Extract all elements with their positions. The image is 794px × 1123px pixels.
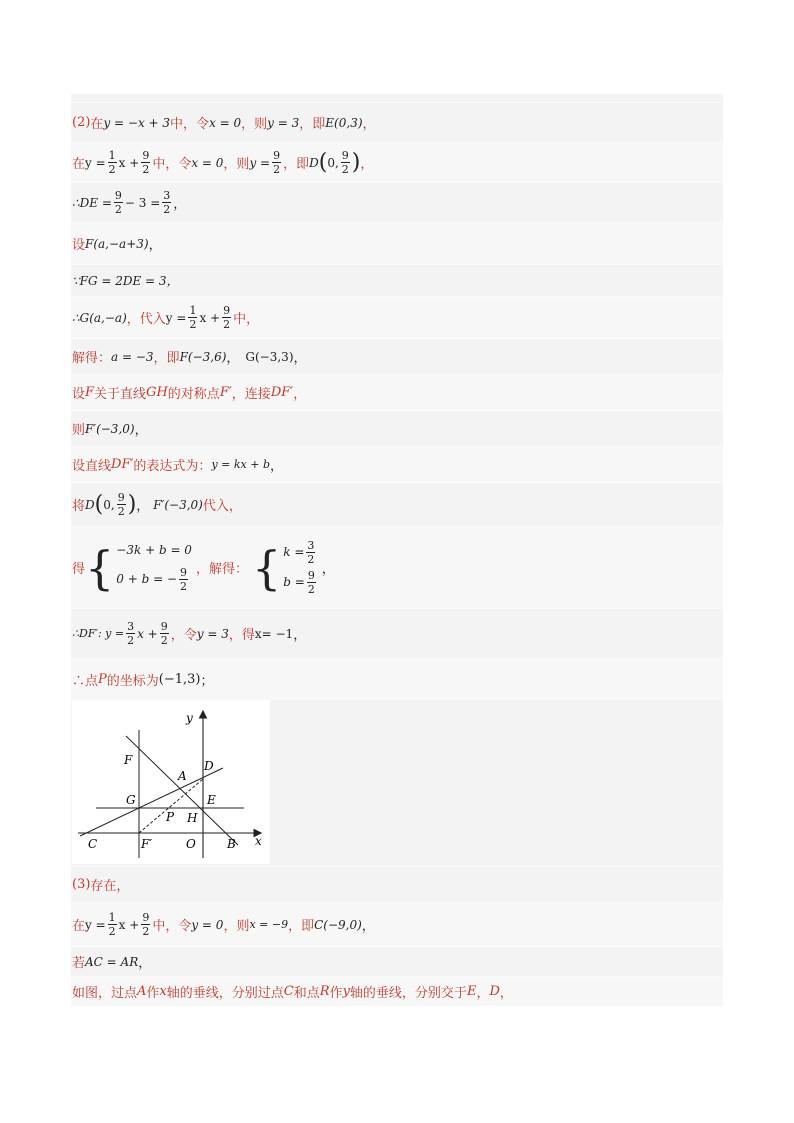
text: 中，令	[152, 919, 192, 934]
equation: a = −3	[111, 349, 154, 364]
text: 若	[72, 956, 86, 971]
text: ，解得：	[195, 562, 248, 577]
point: F′(−3,0)	[85, 421, 135, 436]
text: ，即	[153, 351, 180, 366]
text: ，	[136, 499, 150, 514]
text: ，	[499, 986, 513, 1001]
text: 在	[72, 157, 86, 172]
equation: ∵FG = 2DE = 3，	[72, 274, 179, 288]
point-label: E	[466, 984, 477, 999]
line-5	[71, 264, 723, 296]
text: 在	[90, 117, 104, 132]
equation: ∴DF′: y =	[72, 627, 125, 640]
line-13	[71, 608, 723, 658]
point-label: R	[319, 984, 330, 999]
label-P: P	[166, 810, 175, 824]
brace: {	[85, 540, 115, 595]
fraction: $\frac{9}{2}$	[273, 149, 281, 176]
paren-close: )	[127, 491, 137, 517]
equation: b = $\frac{9}{2}$	[283, 569, 315, 596]
point-label: F′	[219, 385, 232, 400]
equation-system	[116, 538, 192, 598]
fraction: $\frac{9}{2}$	[341, 149, 349, 176]
line-9	[71, 410, 723, 446]
line-4	[71, 222, 723, 264]
equation: y =	[165, 310, 187, 325]
text: 作	[146, 986, 160, 1001]
line-6	[71, 296, 723, 338]
text: 存在，	[90, 879, 130, 894]
paren-open: (	[94, 491, 104, 517]
text: 则	[72, 423, 86, 438]
equation: −3k + b = 0	[116, 542, 192, 557]
point: C(−9,0)	[314, 917, 362, 932]
line-17	[71, 946, 723, 976]
text: ，即	[283, 157, 310, 172]
text: ，	[321, 562, 335, 577]
text: ，	[293, 628, 307, 643]
label-G: G	[126, 793, 136, 807]
line-8	[71, 374, 723, 410]
equation: y = 3	[196, 626, 229, 641]
point: F(−3,6)	[179, 349, 227, 364]
point-label: P	[98, 672, 107, 687]
equation: y =	[85, 155, 106, 170]
label-y: y	[186, 711, 193, 725]
equation: 0 + b = − $\frac{9}{2}$	[116, 566, 188, 594]
point: F′(−3,0)	[153, 497, 203, 512]
equation: y = kx + b	[211, 458, 270, 471]
text: 代入，	[202, 499, 242, 514]
text: ，	[360, 157, 374, 172]
text: 轴的垂线，分别过点	[166, 986, 284, 1001]
text: ，	[226, 351, 240, 366]
equation: x +	[118, 155, 140, 170]
point: (−1,3)	[158, 672, 201, 687]
fraction: $\frac{9}{2}$	[117, 491, 125, 518]
text: ，则	[223, 919, 250, 934]
line-fb	[126, 736, 238, 845]
label-Fprime: F′	[141, 837, 153, 851]
line-label: DF′	[111, 457, 134, 472]
equation: y = 3	[267, 115, 300, 130]
text: ，连接	[231, 387, 271, 402]
text: ，得	[228, 628, 255, 643]
equation: x +	[118, 917, 140, 932]
equation: ∴DE =	[72, 195, 112, 210]
text: ，	[362, 117, 376, 132]
text: ，	[173, 197, 187, 212]
line-cd	[80, 768, 223, 836]
point-label: D	[309, 155, 319, 170]
line-10	[71, 446, 723, 482]
text: 中，令	[170, 117, 210, 132]
point-label: D	[489, 984, 500, 999]
line-12	[71, 526, 723, 608]
text: ，	[361, 919, 375, 934]
text: ，则	[223, 157, 250, 172]
text: 解得：	[72, 351, 112, 366]
line-label: DF′	[270, 385, 294, 400]
point-label: F	[85, 385, 95, 400]
text: 得	[72, 562, 86, 577]
text: ∴点	[72, 674, 99, 689]
line-2	[71, 142, 723, 182]
point-label: D	[85, 497, 95, 512]
equation: x = −9	[249, 918, 289, 931]
label-x: x	[255, 834, 262, 848]
text: 轴的垂线，分别交于	[349, 986, 467, 1001]
text: ，	[148, 238, 162, 253]
fraction: $\frac{1}{2}$	[108, 149, 116, 176]
label-E: E	[207, 793, 216, 807]
line-11	[71, 482, 723, 526]
line-1	[71, 102, 723, 142]
geometry-figure	[72, 700, 270, 864]
text: ，即	[299, 117, 326, 132]
line-15	[71, 866, 723, 902]
line-7	[71, 338, 723, 374]
paren-close: )	[351, 149, 361, 175]
text: ，	[269, 459, 283, 474]
label-F: F	[124, 753, 133, 767]
text: 的对称点	[167, 387, 220, 402]
coord: 0,	[103, 497, 115, 512]
fraction: $\frac{9}{2}$	[142, 149, 150, 176]
line-3	[71, 182, 723, 222]
label-B: B	[227, 837, 236, 851]
equation: x = 0	[209, 115, 242, 130]
point-label: A	[137, 984, 147, 999]
label-C: C	[88, 837, 98, 851]
text: ，	[138, 956, 152, 971]
fraction: $\frac{9}{2}$	[142, 911, 150, 938]
axis-label: y	[342, 984, 350, 999]
point: G(−3,3)	[245, 349, 294, 364]
equation: y = −x + 3	[103, 115, 171, 130]
brace: {	[251, 540, 282, 595]
line-16	[71, 902, 723, 946]
equation: y =	[249, 155, 271, 170]
equation: x = 0	[191, 155, 224, 170]
label-D: D	[204, 759, 214, 773]
text: ，	[134, 423, 148, 438]
fraction: $\frac{9}{2}$	[223, 304, 231, 331]
text: 中，	[233, 312, 260, 327]
part-label: (3)	[72, 877, 91, 892]
text: 在	[72, 919, 86, 934]
label-A: A	[178, 769, 187, 783]
equation: − 3 =	[124, 195, 161, 210]
point-label: C	[283, 984, 294, 999]
equation: AC = AR	[85, 954, 139, 969]
solution-system	[283, 538, 318, 598]
label-H: H	[187, 811, 198, 825]
line-18	[71, 976, 723, 1006]
fraction: $\frac{9}{2}$	[160, 620, 168, 647]
text: 设	[72, 238, 86, 253]
text: ，则	[241, 117, 268, 132]
text: 和点	[293, 986, 320, 1001]
text: 的表达式为：	[133, 459, 212, 474]
text: 的坐标为	[106, 674, 159, 689]
line-label: GH	[146, 385, 168, 400]
fraction: $\frac{9}{2}$	[114, 189, 122, 216]
text: ，代入	[126, 312, 166, 327]
text: ，	[476, 986, 490, 1001]
paren-open: (	[318, 149, 328, 175]
text: ，即	[288, 919, 315, 934]
label-O: O	[186, 837, 196, 851]
point: E(0,3)	[325, 115, 363, 130]
point: F(a,−a+3)	[85, 236, 149, 251]
text: 将	[72, 499, 86, 514]
equation: y =	[85, 917, 106, 932]
text: 设	[72, 387, 86, 402]
text: 如图，过点	[72, 986, 138, 1001]
text: 设直线	[72, 459, 112, 474]
fraction: $\frac{3}{2}$	[163, 189, 171, 216]
equation: x= −1	[254, 626, 294, 641]
fraction: $\frac{3}{2}$	[127, 620, 135, 647]
text: 中，令	[152, 157, 192, 172]
text: ，	[293, 351, 307, 366]
solution-sheet	[71, 94, 723, 1006]
equation: x +	[137, 626, 158, 641]
text: ；	[200, 674, 214, 689]
line-14	[71, 658, 723, 700]
coord: 0,	[327, 155, 339, 170]
axis-label: x	[159, 984, 167, 999]
fraction: $\frac{1}{2}$	[108, 911, 116, 938]
text: 关于直线	[94, 387, 147, 402]
text: ，	[293, 387, 307, 402]
text: 作	[329, 986, 343, 1001]
part-label: (2)	[72, 115, 91, 130]
equation: k = $\frac{3}{2}$	[283, 539, 315, 566]
point: ∴G(a,−a)	[72, 310, 127, 325]
equation: x +	[199, 310, 221, 325]
fraction: $\frac{1}{2}$	[189, 304, 197, 331]
text: ，令	[170, 628, 197, 643]
figure-svg	[72, 700, 270, 864]
equation: y = 0	[191, 917, 224, 932]
